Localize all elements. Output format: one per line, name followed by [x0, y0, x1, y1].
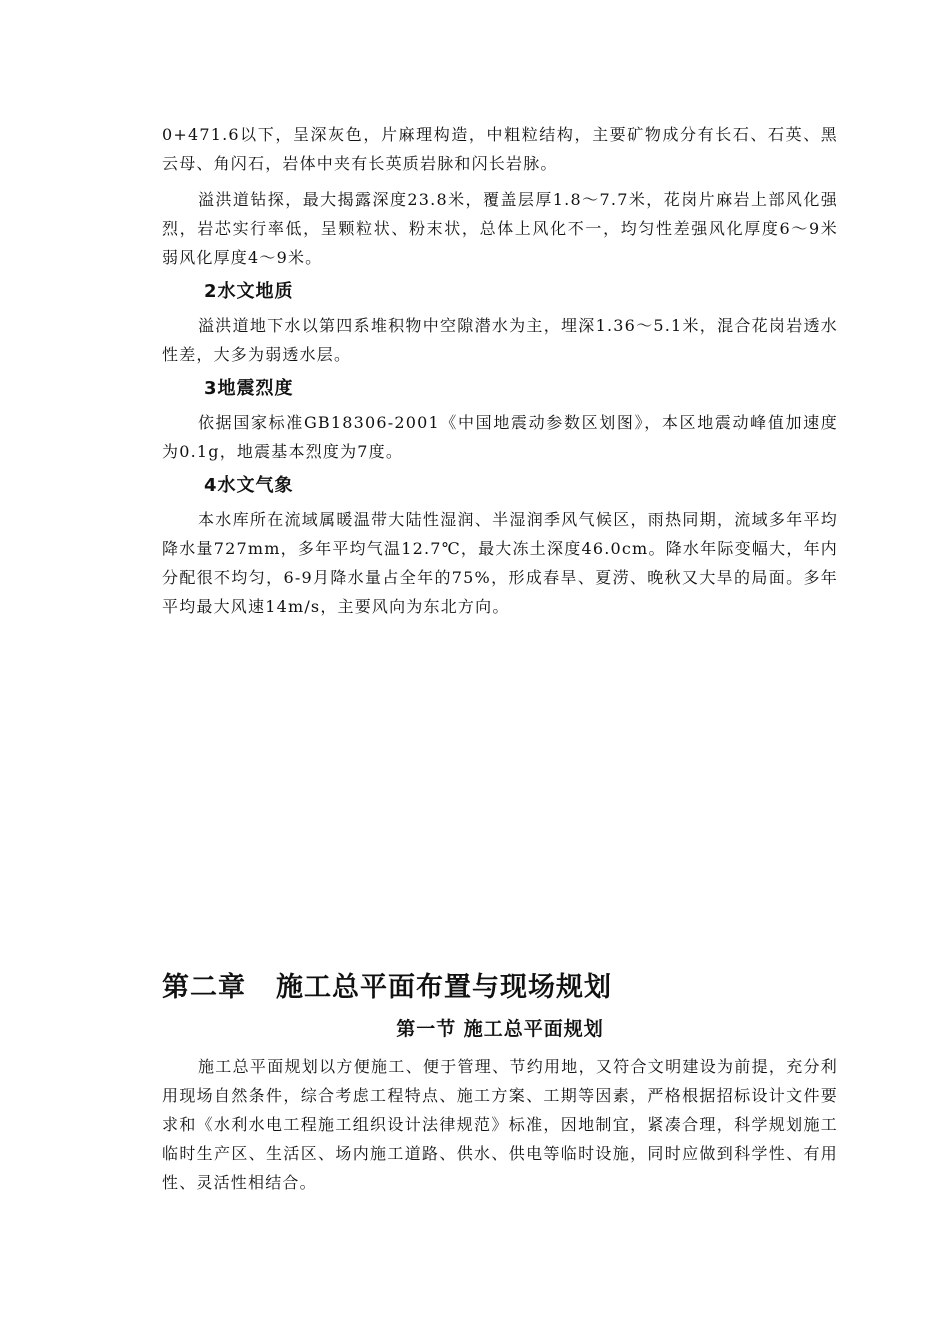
chapter-title: [162, 966, 838, 1010]
geology-section: [162, 120, 838, 621]
paragraph-rock-description: 0+471.6以下，呈深灰色，片麻理构造，中粗粒结构，主要矿物成分有长石、石英、黑云母、角闪石，岩体中夹有长英质岩脉和闪长岩脉。: [162, 125, 838, 173]
chapter-name: 施工总平面布置与现场规划: [276, 972, 612, 1003]
heading-seismic-intensity: 3地震烈度: [204, 378, 294, 399]
heading-hydrogeology: 2水文地质: [204, 281, 294, 302]
section-title: 第一节 施工总平面规划: [396, 1018, 604, 1040]
heading-hydrometeorology: 4水文气象: [204, 475, 294, 496]
paragraph-spillway-drilling: 溢洪道钻探，最大揭露深度23.8米，覆盖层厚1.8～7.7米，花岗片麻岩上部风化强烈，岩芯实行率低，呈颗粒状、粉末状，总体上风化不一，均匀性差强风化厚度6～9米弱风化厚度4～9米。: [162, 190, 838, 267]
paragraph-seismic-intensity: 依据国家标准GB18306-2001《中国地震动参数区划图》，本区地震动峰值加速度为0.1g，地震基本烈度为7度。: [162, 413, 838, 461]
chapter-label: 第二章: [162, 972, 246, 1003]
paragraph-hydrometeorology: 本水库所在流域属暖温带大陆性湿润、半湿润季风气候区，雨热同期，流域多年平均降水量727mm，多年平均气温12.7℃，最大冻土深度46.0cm。降水年际变幅大，年内分配很不均匀，6-9月降水量占全年的75%，形成春旱、夏涝、晚秋又大旱的局面。多年平均最大风速14m/s，主要风向为东北方向。: [162, 510, 838, 616]
paragraph-hydrogeology: 溢洪道地下水以第四系堆积物中空隙潜水为主，埋深1.36～5.1米，混合花岗岩透水性差，大多为弱透水层。: [162, 316, 838, 364]
chapter-two: [162, 966, 838, 1197]
paragraph-site-plan: 施工总平面规划以方便施工、便于管理、节约用地，又符合文明建设为前提，充分利用现场自然条件，综合考虑工程特点、施工方案、工期等因素，严格根据招标设计文件要求和《水利水电工程施工组织设计法律规范》标准，因地制宜，紧凑合理，科学规划施工临时生产区、生活区、场内施工道路、供水、供电等临时设施，同时应做到科学性、有用性、灵活性相结合。: [162, 1057, 838, 1192]
